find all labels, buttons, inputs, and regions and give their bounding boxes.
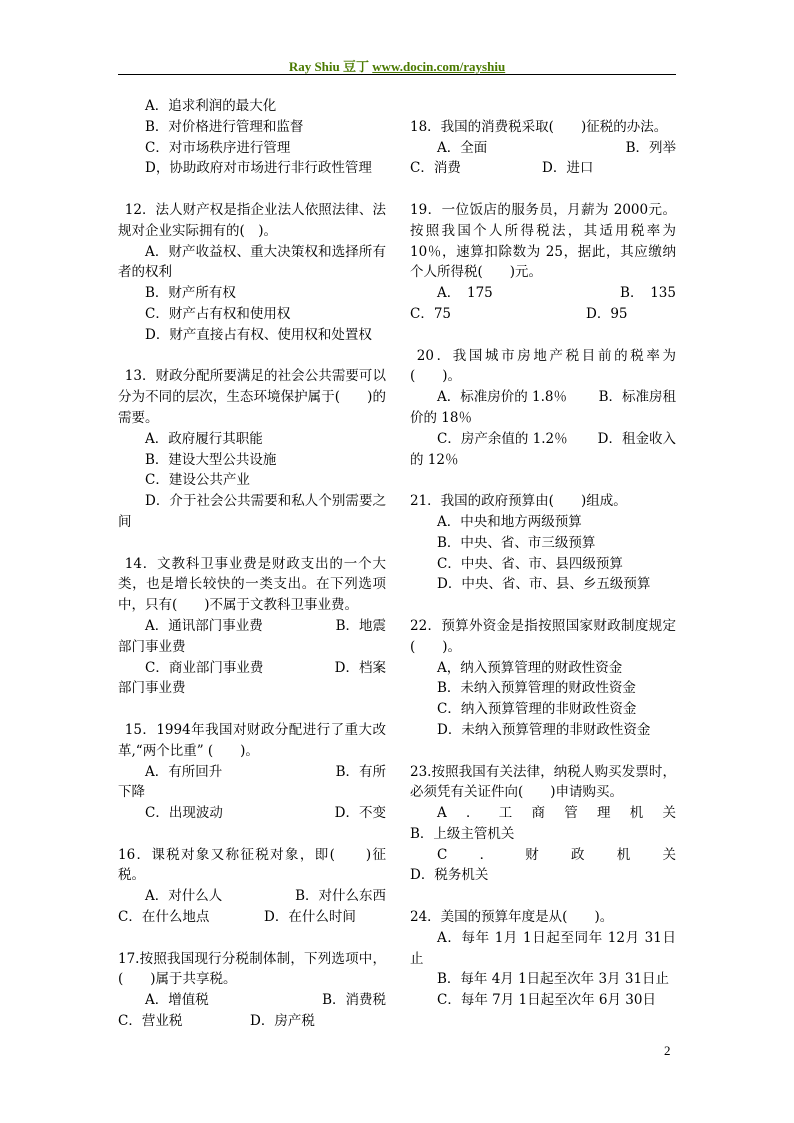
option-c: C．消费	[410, 160, 461, 177]
option-a-char: 理	[597, 805, 611, 822]
option-c-char: 机	[616, 846, 631, 863]
header-rule	[118, 74, 676, 75]
question-22	[410, 616, 676, 741]
option-row	[410, 304, 676, 325]
option-c: C．商业部门事业费	[145, 659, 264, 676]
option-b: B．地震	[335, 617, 386, 634]
option-a: A，纳入预算管理的财政性资金	[437, 659, 623, 676]
option-row	[410, 158, 676, 179]
option-row	[118, 990, 386, 1011]
option-c: C．房产余值的 1.2％	[437, 430, 568, 447]
option-c-char: C	[437, 846, 448, 863]
option-d: D．房产税	[250, 1013, 315, 1030]
option-a: A．政府履行其职能	[145, 430, 263, 447]
option-c: C．营业税	[118, 1013, 183, 1030]
option-c: C．建设公共产业	[145, 472, 250, 489]
question-stem: 19．一位饭店的服务员，月薪为 2000元。按照我国个人所得税法，其适用税率为 10％，速算扣除数为 25，据此，其应缴纳个人所得税( )元。	[410, 201, 676, 281]
option-b-continued: 下降	[118, 784, 145, 801]
option-d: D．介于社会公共需要和私人个别需要之间	[118, 493, 386, 530]
option-row	[118, 658, 386, 679]
option-b-continued: 部门事业费	[118, 638, 186, 655]
option-a: A．财产收益权、重大决策权和选择所有者的权利	[118, 243, 386, 281]
question-18	[410, 117, 676, 179]
option-d: D．未纳入预算管理的非财政性资金	[437, 721, 651, 738]
option-d: D．在什么时间	[264, 909, 356, 926]
option-d: D．税务机关	[410, 867, 489, 884]
option-d: D．财产直接占有权、使用权和处置权	[145, 326, 372, 343]
option-c: C．对市场秩序进行管理	[145, 139, 291, 156]
option-a: A．通讯部门事业费	[145, 617, 263, 634]
option-a-char: 机	[629, 805, 644, 822]
question-23	[410, 762, 676, 887]
option-a-char: 关	[662, 805, 676, 822]
option-c: C．75	[410, 305, 452, 322]
option-c-char: 财	[525, 846, 539, 863]
question-stem: 23.按照我国有关法律，纳税人购买发票时，必须凭有关证件向( )申请购买。	[410, 763, 676, 801]
option-c: C．每年 7月 1日起至次年 6月 30日	[437, 992, 656, 1009]
question-stem: 18．我国的消费税采取( )征税的办法。	[410, 118, 668, 135]
option-b: B．上级主管机关	[410, 825, 515, 842]
option-b: B．消费税	[322, 992, 386, 1009]
question-stem: 13．财政分配所要满足的社会公共需要可以分为不同的层次，生态环境保护属于( )的需要。	[118, 368, 386, 426]
page-header	[118, 56, 676, 75]
option-a-char: ．	[466, 805, 480, 822]
option-a: A．中央和地方两级预算	[437, 513, 582, 530]
option-c: C．中央、省、市、县四级预算	[437, 555, 623, 572]
question-stem: 20．我国城市房地产税目前的税率为( )。	[410, 347, 676, 385]
question-19	[410, 200, 676, 325]
option-d-continued: 的 12％	[410, 451, 459, 468]
question-14	[118, 554, 386, 700]
option-a	[410, 803, 676, 824]
option-c: C．出现波动	[145, 805, 223, 822]
option-row	[410, 387, 676, 408]
question-11-options	[118, 96, 386, 179]
option-b: B．对价格进行管理和监督	[145, 118, 304, 135]
option-row	[410, 429, 676, 450]
option-d: D，协助政府对市场进行非行政性管理	[145, 160, 372, 177]
option-d: D．租金收入	[597, 430, 676, 447]
question-stem: 16．课税对象又称征税对象，即( )征税。	[118, 846, 386, 884]
option-b-continued: 价的 18％	[410, 409, 472, 426]
option-c-char: 政	[571, 846, 585, 863]
option-row	[118, 886, 386, 907]
option-a: A．追求利润的最大化	[145, 98, 277, 114]
option-b: B．对什么东西	[295, 888, 386, 905]
option-a: A．有所回升	[145, 763, 223, 780]
question-24	[410, 907, 676, 1011]
option-b: B．财产所有权	[145, 285, 236, 302]
option-row	[118, 762, 386, 783]
question-stem: 22．预算外资金是指按照国家财政制度规定( )。	[410, 617, 676, 655]
option-d: D．进口	[542, 160, 594, 177]
question-stem: 24．美国的预算年度是从( )。	[410, 909, 614, 926]
option-a-char: 管	[564, 805, 578, 822]
header-link[interactable]: www.docin.com/rayshiu	[372, 59, 506, 74]
question-13	[118, 366, 386, 532]
option-b: B．每年 4月 1日起至次年 3月 31日止	[437, 971, 670, 988]
option-row	[118, 803, 386, 824]
question-16	[118, 845, 386, 928]
left-column	[118, 96, 386, 1053]
option-b: B．标准房租	[598, 389, 676, 406]
option-d: D．95	[586, 305, 628, 322]
header-author: Ray Shiu	[288, 59, 340, 74]
option-c: C．财产占有权和使用权	[145, 305, 291, 322]
question-17	[118, 949, 386, 1032]
question-stem: 21．我国的政府预算由( )组成。	[410, 493, 627, 510]
option-b: B．未纳入预算管理的财政性资金	[437, 680, 636, 697]
option-d: D．档案	[334, 659, 386, 676]
option-c-char: ．	[479, 846, 494, 863]
option-b: B．有所	[335, 763, 386, 780]
question-stem: 12．法人财产权是指企业法人依照法律、法规对企业实际拥有的( )。	[118, 201, 386, 239]
option-c	[410, 845, 676, 866]
question-stem: 15．1994年我国对财政分配进行了重大改革,“两个比重” ( )。	[118, 721, 386, 759]
option-d: D．中央、省、市、县、乡五级预算	[437, 576, 651, 593]
option-b: B．建设大型公共设施	[145, 451, 277, 468]
option-a: A．对什么人	[145, 888, 223, 905]
option-a-char: 工	[498, 805, 513, 822]
header-brand: 豆丁	[343, 59, 370, 74]
option-b: B． 135	[620, 285, 676, 302]
option-b: B．列举	[625, 139, 676, 156]
page-number: 2	[664, 1043, 671, 1058]
option-row	[118, 1011, 386, 1032]
option-row	[118, 907, 386, 928]
option-c: C．纳入预算管理的非财政性资金	[437, 701, 637, 718]
option-a: A．每年 1月 1日起至同年 12月 31日止	[410, 929, 676, 967]
option-a-char: A	[437, 805, 447, 822]
option-b: B．中央、省、市三级预算	[437, 534, 596, 551]
right-column	[410, 96, 676, 1032]
option-a: A．增值税	[145, 992, 209, 1009]
question-15	[118, 720, 386, 824]
question-stem: 14．文教科卫事业费是财政支出的一个大类，也是增长较快的一类支出。在下列选项中，只有( )不属于文教科卫事业费。	[118, 555, 386, 614]
option-a-char: 商	[531, 805, 545, 822]
option-d: D．不变	[334, 805, 386, 822]
option-a: A．全面	[437, 139, 488, 156]
option-c: C．在什么地点	[118, 909, 210, 926]
question-20	[410, 346, 676, 471]
option-row	[410, 283, 676, 304]
option-row	[410, 138, 676, 159]
option-d-continued: 部门事业费	[118, 680, 186, 697]
option-row	[118, 616, 386, 637]
question-12	[118, 200, 386, 346]
question-stem: 17.按照我国现行分税制体制，下列选项中，( )属于共享税。	[118, 950, 386, 988]
option-a: A． 175	[437, 285, 493, 302]
option-c-char: 关	[662, 846, 676, 863]
question-21	[410, 491, 676, 595]
option-a: A．标准房价的 1.8％	[437, 389, 568, 406]
